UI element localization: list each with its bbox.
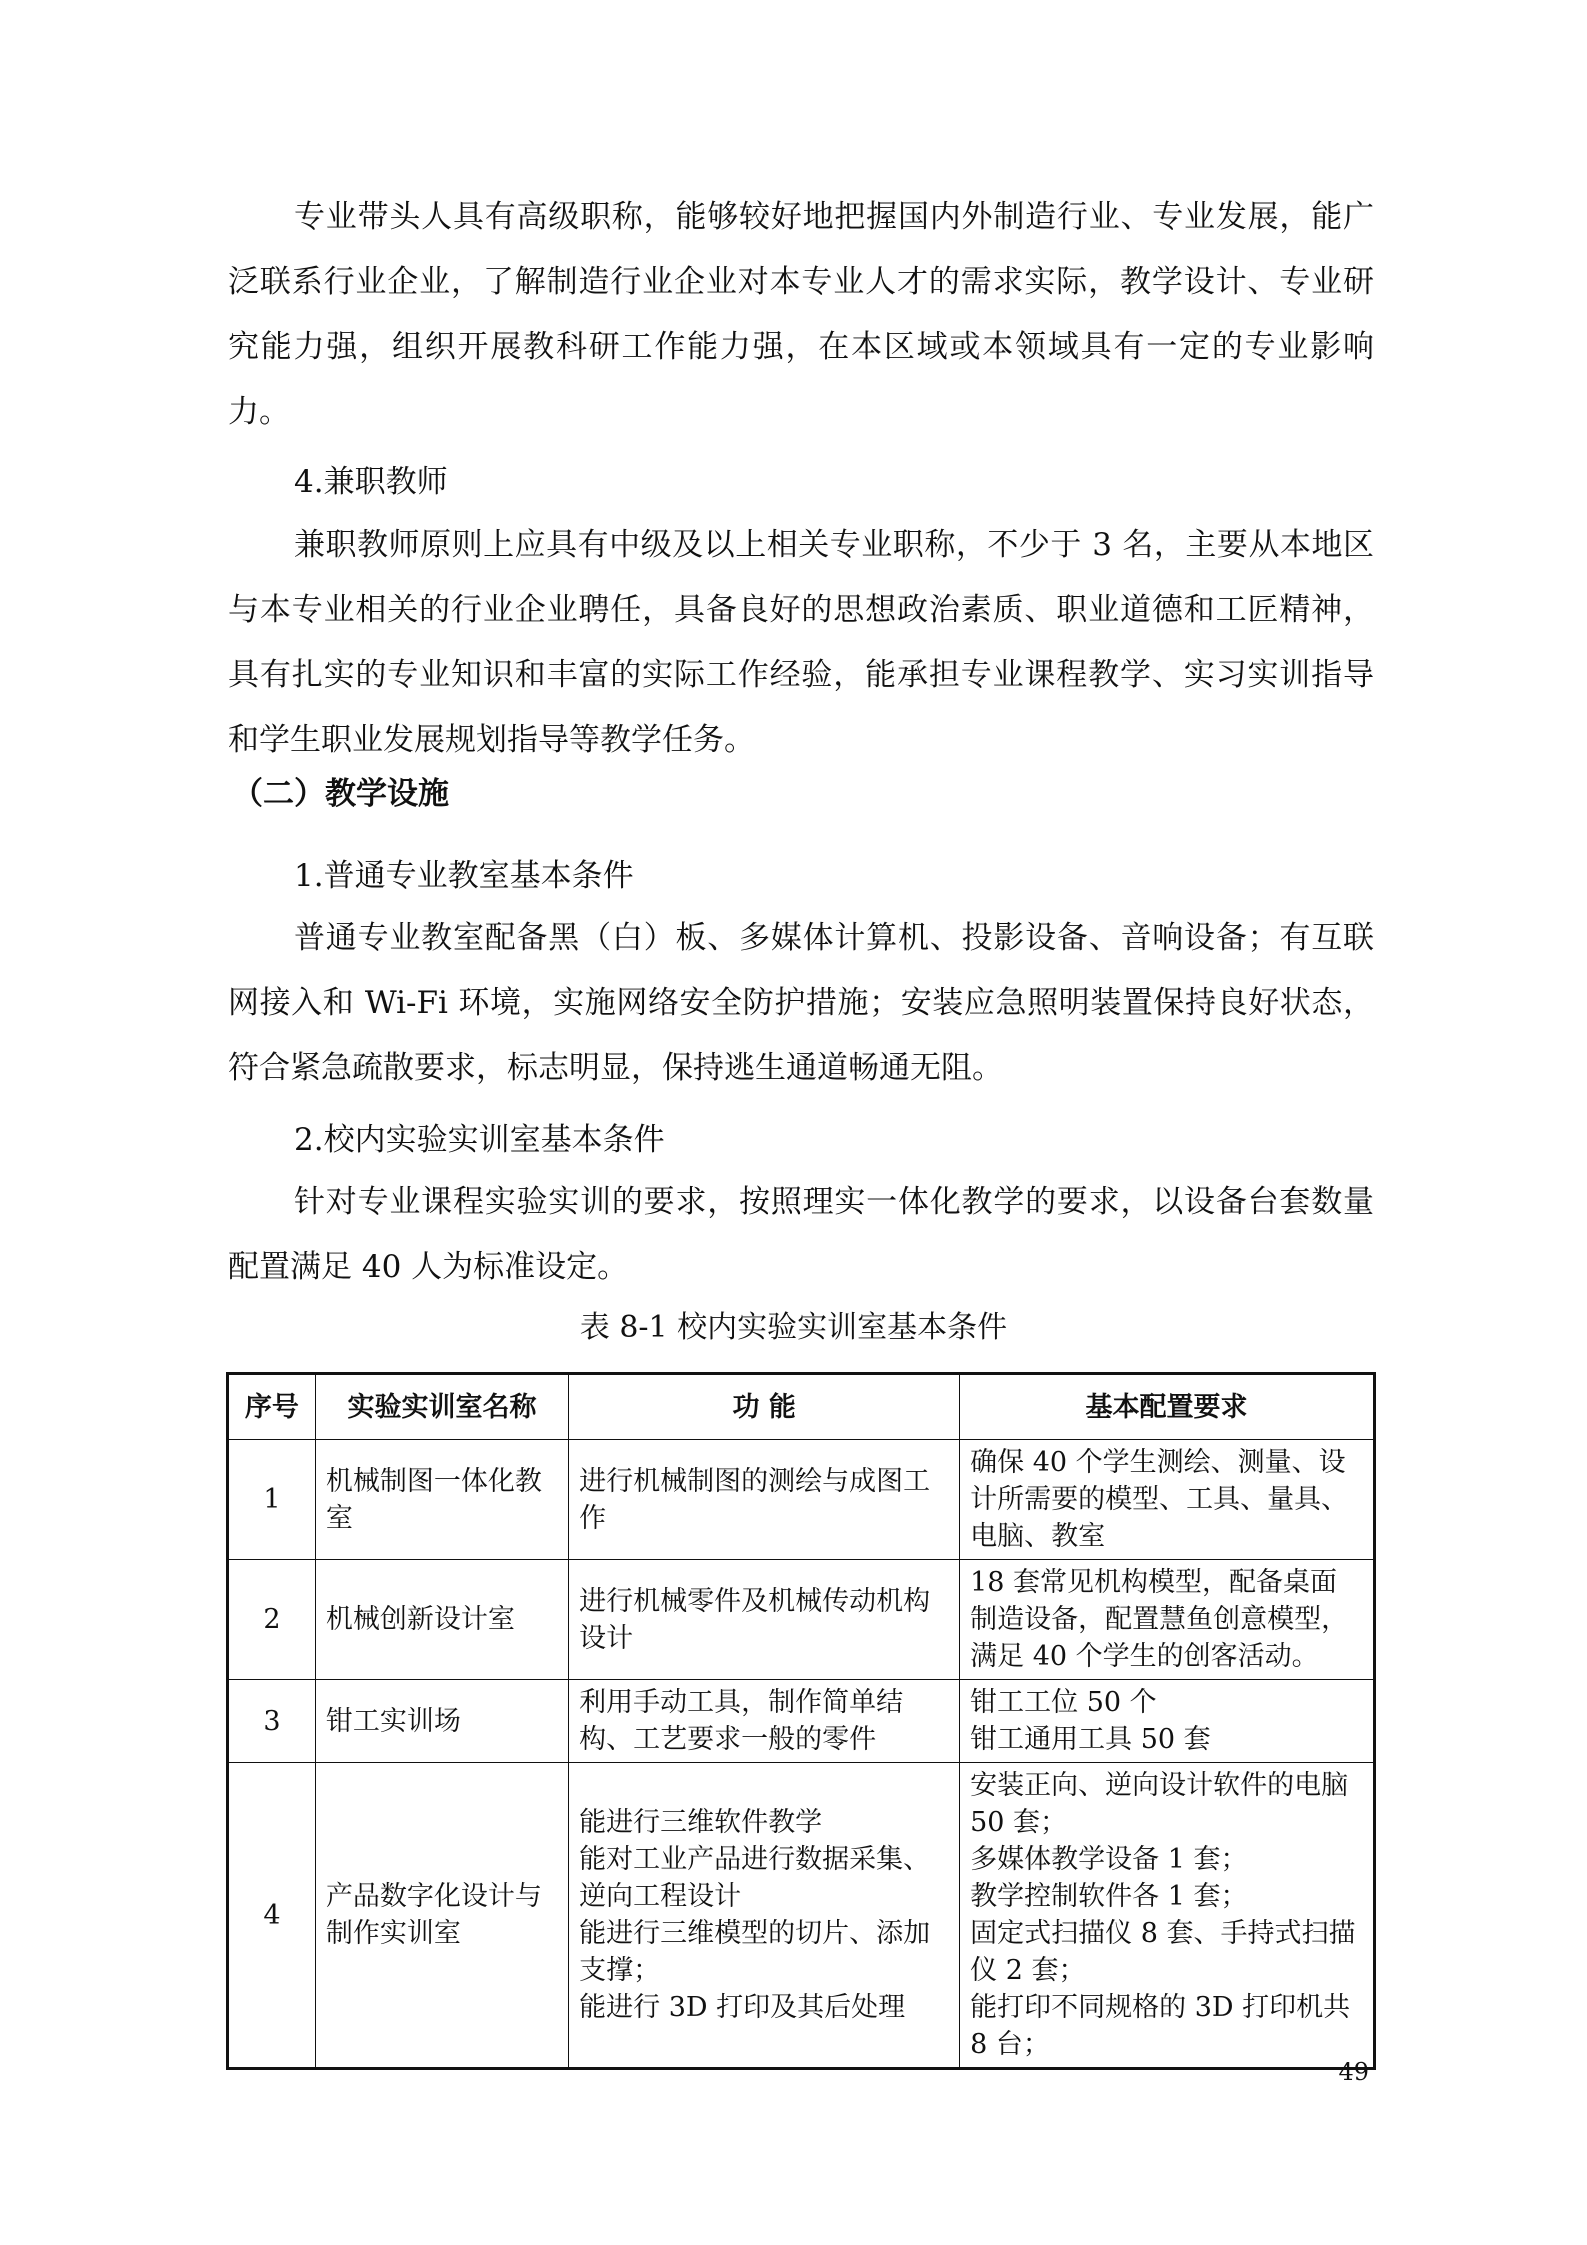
cell-number: 3 — [228, 1680, 316, 1763]
cell-number: 1 — [228, 1440, 316, 1560]
cell-config: 确保 40 个学生测绘、测量、设计所需要的模型、工具、量具、电脑、教室 — [960, 1440, 1375, 1560]
table-header-row — [228, 1374, 1375, 1440]
cell-function: 进行机械制图的测绘与成图工作 — [569, 1440, 960, 1560]
cell-lab-name: 钳工实训场 — [315, 1680, 568, 1763]
cell-lab-name: 机械制图一体化教室 — [315, 1440, 568, 1560]
header-function: 功 能 — [569, 1374, 960, 1440]
cell-function: 利用手动工具，制作简单结构、工艺要求一般的零件 — [569, 1680, 960, 1763]
section-heading-teaching-facilities: （二）教学设施 — [232, 776, 449, 812]
page-number: 49 — [1338, 2058, 1369, 2086]
header-lab-name: 实验实训室名称 — [315, 1374, 568, 1440]
cell-function: 能进行三维软件教学 能对工业产品进行数据采集、逆向工程设计 能进行三维模型的切片、添加支撑； 能进行 3D 打印及其后处理 — [569, 1763, 960, 2069]
table-row — [228, 1763, 1375, 2069]
lab-facilities-table — [226, 1372, 1376, 2070]
table-row — [228, 1680, 1375, 1763]
cell-number: 2 — [228, 1560, 316, 1680]
header-config: 基本配置要求 — [960, 1374, 1375, 1440]
heading-part-time-teachers: 4.兼职教师 — [294, 464, 448, 500]
table-row — [228, 1560, 1375, 1680]
cell-lab-name: 产品数字化设计与制作实训室 — [315, 1763, 568, 2069]
cell-number: 4 — [228, 1763, 316, 2069]
cell-config: 钳工工位 50 个 钳工通用工具 50 套 — [960, 1680, 1375, 1763]
heading-classroom-conditions: 1.普通专业教室基本条件 — [294, 858, 634, 894]
paragraph-lab-conditions: 针对专业课程实验实训的要求，按照理实一体化教学的要求，以设备台套数量配置满足 40 人为标准设定。 — [228, 1184, 1374, 1285]
cell-config: 安装正向、逆向设计软件的电脑 50 套； 多媒体教学设备 1 套； 教学控制软件各 1 套； 固定式扫描仪 8 套、手持式扫描仪 2 套； 能打印不同规格的 3D 打印机共 8 台； — [960, 1763, 1375, 2069]
cell-lab-name: 机械创新设计室 — [315, 1560, 568, 1680]
cell-function: 进行机械零件及机械传动机构设计 — [569, 1560, 960, 1680]
paragraph-classroom-conditions: 普通专业教室配备黑（白）板、多媒体计算机、投影设备、音响设备；有互联网接入和 Wi-Fi 环境，实施网络安全防护措施；安装应急照明装置保持良好状态，符合紧急疏散要求，标志明显，保持逃生通道畅通无阻。 — [228, 920, 1374, 1086]
cell-config: 18 套常见机构模型，配备桌面制造设备，配置慧鱼创意模型，满足 40 个学生的创客活动。 — [960, 1560, 1375, 1680]
paragraph-part-time-teachers: 兼职教师原则上应具有中级及以上相关专业职称，不少于 3 名，主要从本地区与本专业相关的行业企业聘任，具备良好的思想政治素质、职业道德和工匠精神，具有扎实的专业知识和丰富的实际工作经验，能承担专业课程教学、实习实训指导和学生职业发展规划指导等教学任务。 — [228, 527, 1374, 758]
table-row — [228, 1440, 1375, 1560]
header-number: 序号 — [228, 1374, 316, 1440]
heading-lab-conditions: 2.校内实验实训室基本条件 — [294, 1122, 665, 1158]
paragraph-leader: 专业带头人具有高级职称，能够较好地把握国内外制造行业、专业发展，能广泛联系行业企业，了解制造行业企业对本专业人才的需求实际，教学设计、专业研究能力强，组织开展教科研工作能力强，在本区域或本领域具有一定的专业影响力。 — [228, 199, 1374, 430]
table-caption: 表 8-1 校内实验实训室基本条件 — [579, 1310, 1008, 1345]
